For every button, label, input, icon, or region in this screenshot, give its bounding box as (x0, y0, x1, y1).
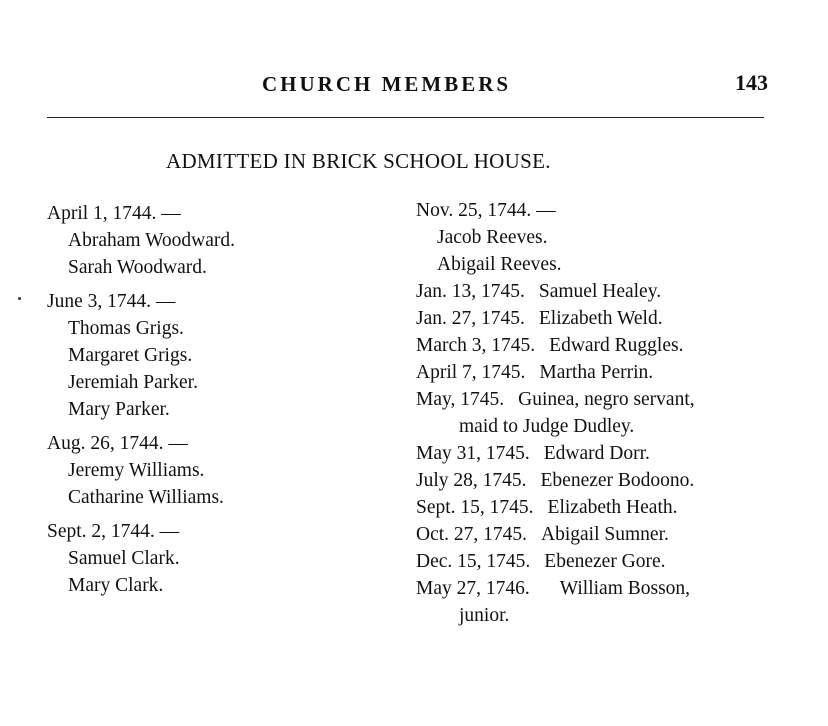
member-name: Catharine Williams. (68, 487, 224, 508)
member-name: Jeremy Williams. (68, 460, 205, 481)
member-name: Margaret Grigs. (68, 345, 193, 366)
right-column (416, 197, 695, 629)
member-name-continuation: maid to Judge Dudley. (459, 416, 635, 437)
admission-date: Aug. 26, 1744. — (47, 433, 188, 454)
member-name: Abigail Reeves. (437, 254, 562, 275)
admission-group (416, 197, 695, 278)
admission-group (47, 430, 235, 511)
admission-date: Sept. 15, 1745. (416, 497, 534, 518)
member-name: Abraham Woodward. (68, 230, 236, 251)
member-name: Jacob Reeves. (437, 227, 548, 248)
admission-entry (416, 521, 695, 548)
member-name: Mary Parker. (68, 399, 170, 420)
admission-date: Oct. 27, 1745. (416, 524, 528, 545)
admission-entry (416, 332, 695, 359)
admission-entry (416, 575, 695, 602)
member-name: Ebenezer Bodoono. (540, 470, 695, 491)
member-name: Mary Clark. (68, 575, 164, 596)
admission-date: April 1, 1744. — (47, 203, 181, 224)
admission-date: May 27, 1746. (416, 578, 530, 599)
member-name-continuation: junior. (459, 605, 510, 626)
admission-entry (416, 440, 695, 467)
section-title: ADMITTED IN BRICK SCHOOL HOUSE. (166, 149, 551, 173)
admission-date: Jan. 27, 1745. (416, 308, 525, 329)
admission-date: Jan. 13, 1745. (416, 281, 525, 302)
admission-entry (416, 494, 695, 521)
member-name: Abigail Sumner. (541, 524, 669, 545)
admission-date: July 28, 1745. (416, 470, 527, 491)
admission-entry (416, 305, 695, 332)
header-rule (47, 117, 764, 118)
member-name: Samuel Healey. (538, 281, 662, 302)
admission-entry (416, 278, 695, 305)
member-name: Ebenezer Gore. (544, 551, 666, 572)
admission-group (47, 518, 235, 599)
admission-entry (416, 386, 695, 413)
admission-entry (416, 467, 695, 494)
member-name: William Bosson, (559, 578, 691, 599)
running-head-title: CHURCH MEMBERS (262, 72, 512, 96)
admission-group (47, 288, 235, 423)
member-name: Elizabeth Weld. (538, 308, 663, 329)
admission-date: June 3, 1744. — (47, 291, 176, 312)
member-name: Martha Perrin. (539, 362, 654, 383)
member-name: Sarah Woodward. (68, 257, 207, 278)
admission-date: Sept. 2, 1744. — (47, 521, 180, 542)
member-name: Jeremiah Parker. (68, 372, 198, 393)
admission-date: Dec. 15, 1745. (416, 551, 531, 572)
admission-entry (416, 548, 695, 575)
admission-date: March 3, 1745. (416, 335, 536, 356)
admission-date: May 31, 1745. (416, 443, 530, 464)
admission-date: April 7, 1745. (416, 362, 526, 383)
admission-entry (416, 359, 695, 386)
page-number: 143 (735, 70, 768, 95)
member-name: Samuel Clark. (68, 548, 180, 569)
member-name: Elizabeth Heath. (547, 497, 678, 518)
member-name: Guinea, negro servant, (518, 389, 695, 410)
admission-date: Nov. 25, 1744. — (416, 200, 556, 221)
admission-date: May, 1745. (416, 389, 505, 410)
stray-ink-mark (18, 297, 21, 300)
member-name: Edward Ruggles. (549, 335, 684, 356)
admission-group (47, 200, 235, 281)
left-column (47, 200, 235, 606)
member-name: Thomas Grigs. (68, 318, 184, 339)
member-name: Edward Dorr. (543, 443, 650, 464)
